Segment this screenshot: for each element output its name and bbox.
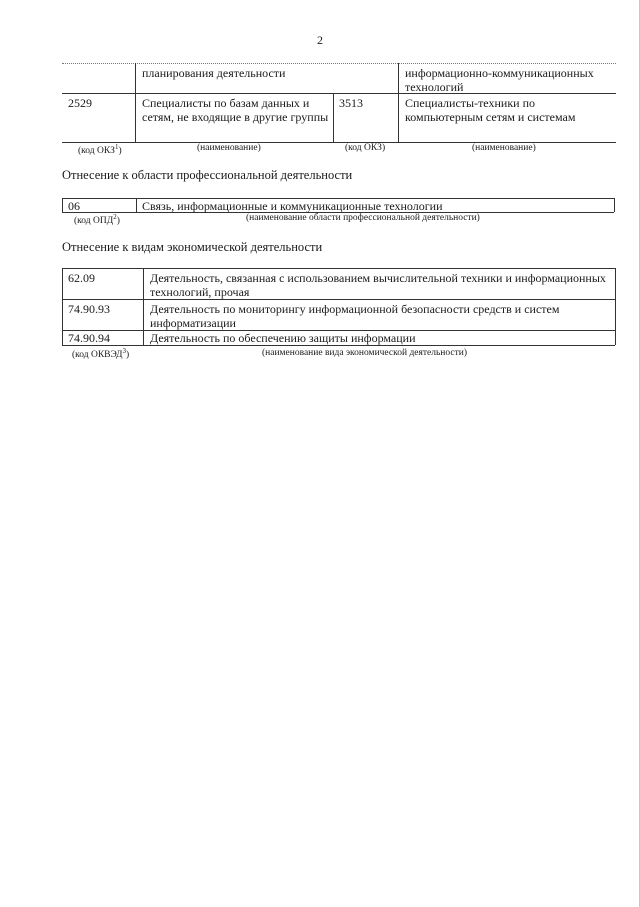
table-column-divider — [143, 268, 144, 345]
opd-code: 06 — [68, 199, 80, 213]
section-heading-okved: Отнесение к видам экономической деятельности — [62, 240, 323, 254]
okved-code: 74.90.93 — [68, 302, 110, 316]
caption-opd-name: (наименование области профессиональной деятельности) — [246, 213, 480, 223]
caption-okz-code: (код ОКЗ) — [345, 143, 386, 153]
table-column-divider — [398, 63, 399, 142]
caption-okz-name: (наименование) — [472, 143, 536, 153]
caption-okved-name: (наименование вида экономической деятельности) — [262, 348, 467, 358]
caption-opd-code: (код ОПД$^2$) — [74, 213, 120, 227]
opd-name: Связь, информационные и коммуникационные технологии — [142, 199, 443, 213]
okz-code-cell: 3513 — [339, 96, 363, 110]
okved-code: 74.90.94 — [68, 331, 110, 345]
okz-name-cell: информационно-коммуникационных технологий — [405, 66, 594, 94]
table-column-divider — [135, 63, 136, 142]
okved-code: 62.09 — [68, 271, 95, 285]
page-number: 2 — [317, 33, 323, 47]
caption-okz-name: (наименование) — [197, 143, 261, 153]
okz-name-cell: Специалисты-техники по компьютерным сетям и системам — [405, 96, 576, 124]
table-top-border — [62, 268, 615, 269]
okz-name-cell: Специалисты по базам данных и сетям, не входящие в другие группы — [142, 96, 329, 124]
table-column-divider — [136, 198, 137, 212]
section-heading-opd: Отнесение к области профессиональной деятельности — [62, 168, 353, 182]
table-top-border — [62, 63, 616, 64]
table-bottom-border — [62, 345, 615, 346]
table-left-border — [62, 198, 63, 212]
okz-code-cell: 2529 — [68, 96, 92, 110]
table-left-border — [62, 268, 63, 345]
table-row-divider — [62, 299, 615, 300]
okz-name-cell: планирования деятельности — [142, 66, 286, 80]
okved-name: Деятельность по обеспечению защиты информации — [150, 331, 416, 345]
caption-okz-code: (код ОКЗ$^1$) — [78, 143, 122, 157]
table-right-border — [615, 268, 616, 345]
table-right-border — [614, 198, 615, 212]
okved-name: Деятельность, связанная с использованием вычислительной техники и информационных технологий, прочая — [150, 271, 606, 299]
caption-okved-code: (код ОКВЭД$^3$) — [72, 347, 130, 361]
okved-name: Деятельность по мониторингу информационной безопасности средств и систем информатизации — [150, 302, 560, 330]
table-column-divider — [333, 93, 334, 142]
